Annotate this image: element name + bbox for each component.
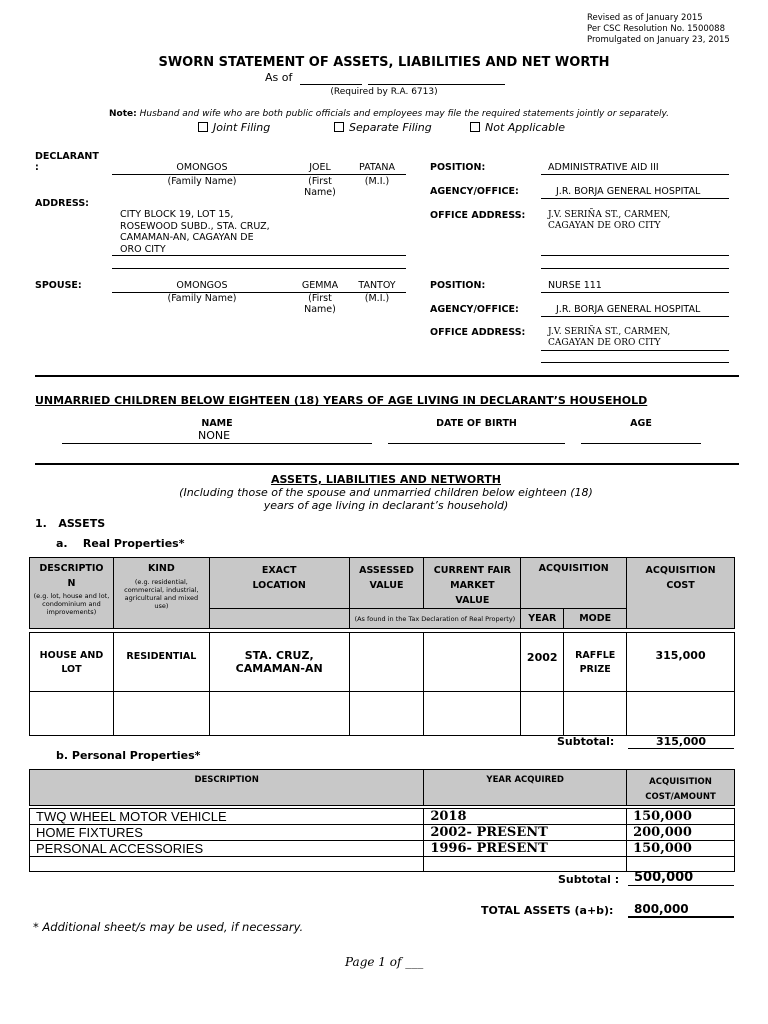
header-description bbox=[30, 558, 114, 629]
children-name-line bbox=[62, 443, 372, 444]
row-cell[interactable] bbox=[627, 692, 735, 736]
row-year[interactable]: 2002- PRESENT bbox=[424, 825, 627, 841]
row-cell[interactable] bbox=[30, 692, 114, 736]
row-description[interactable]: PERSONAL ACCESSORIES bbox=[30, 841, 424, 857]
personal-properties-heading: b. Personal Properties* bbox=[56, 749, 201, 762]
total-assets: 800,000 bbox=[634, 902, 689, 916]
children-dob-label: DATE OF BIRTH bbox=[436, 418, 517, 429]
additional-note: * Additional sheet/s may be used, if necessary. bbox=[33, 920, 304, 934]
row-cell[interactable] bbox=[424, 857, 627, 872]
row-cell[interactable] bbox=[521, 692, 564, 736]
row-cell[interactable] bbox=[349, 692, 424, 736]
header-line: LOCATION bbox=[252, 580, 306, 591]
table-row bbox=[30, 809, 735, 825]
table-row bbox=[30, 692, 735, 736]
declarant-position: ADMINISTRATIVE AID III bbox=[548, 162, 659, 173]
row-cell[interactable] bbox=[424, 692, 521, 736]
real-subtotal: 315,000 bbox=[655, 735, 707, 748]
first-caption bbox=[295, 176, 345, 198]
note-label: Note: bbox=[109, 109, 137, 119]
row-description[interactable]: HOME FIXTURES bbox=[30, 825, 424, 841]
checkbox-icon[interactable] bbox=[198, 122, 208, 132]
declarant-family-name: OMONGOS bbox=[176, 162, 228, 173]
caption-line: (First bbox=[308, 293, 332, 304]
children-age-line bbox=[581, 443, 701, 444]
header-kind bbox=[113, 558, 209, 629]
office-address-label: OFFICE ADDRESS: bbox=[430, 327, 526, 338]
header-line: COST bbox=[666, 580, 695, 591]
header-line: ASSESSED bbox=[359, 565, 414, 576]
option-label: Not Applicable bbox=[485, 121, 565, 134]
mi-caption: (M.I.) bbox=[364, 176, 390, 187]
row-year[interactable]: 1996- PRESENT bbox=[424, 841, 627, 857]
option-not-applicable[interactable] bbox=[470, 121, 565, 134]
row-cost[interactable]: 150,000 bbox=[627, 809, 735, 825]
checkbox-icon[interactable] bbox=[334, 122, 344, 132]
address-label: ADDRESS: bbox=[35, 198, 89, 209]
caption-line: Name) bbox=[304, 187, 336, 198]
row-assessed[interactable] bbox=[349, 633, 424, 692]
declarant-first-name: JOEL bbox=[309, 162, 331, 173]
header-line: MARKET bbox=[450, 580, 495, 591]
declarant-name-line bbox=[112, 174, 406, 175]
row-year[interactable]: 2002 bbox=[521, 633, 564, 692]
spouse-mi: TANTOY bbox=[358, 280, 396, 291]
row-kind[interactable]: RESIDENTIAL bbox=[113, 633, 209, 692]
row-location[interactable] bbox=[209, 633, 349, 692]
cell-line: LOT bbox=[61, 663, 82, 675]
caption-line: Name) bbox=[304, 304, 336, 315]
office-line: J.V. SERIÑA ST., CARMEN, bbox=[548, 210, 671, 220]
children-age-label: AGE bbox=[630, 418, 652, 429]
address-line-rule bbox=[112, 255, 406, 256]
header-note: (e.g. residential, commercial, industrial, agricultural and mixed use) bbox=[124, 578, 199, 610]
assets-heading: 1. ASSETS bbox=[35, 517, 106, 530]
header-note: (e.g. lot, house and lot, condominium and improvements) bbox=[33, 592, 110, 616]
address-line: CITY BLOCK 19, LOT 15, bbox=[120, 209, 234, 220]
spouse-office-address bbox=[548, 327, 670, 349]
agency-label: AGENCY/OFFICE: bbox=[430, 186, 519, 197]
spouse-position: NURSE 111 bbox=[548, 280, 602, 291]
agency-line bbox=[541, 316, 729, 317]
header-assessed bbox=[349, 558, 424, 609]
position-label: POSITION: bbox=[430, 162, 486, 173]
header-line: COST/AMOUNT bbox=[645, 792, 716, 802]
total-assets-label: TOTAL ASSETS (a+b): bbox=[481, 904, 614, 917]
row-cell[interactable] bbox=[564, 692, 627, 736]
row-cell[interactable] bbox=[113, 692, 209, 736]
agency-line bbox=[541, 198, 729, 199]
real-subtotal-line bbox=[628, 748, 734, 749]
checkbox-icon[interactable] bbox=[470, 122, 480, 132]
address-line: CAMAMAN-AN, CAGAYAN DE bbox=[120, 232, 254, 243]
office-line-rule bbox=[541, 362, 729, 363]
required-by: (Required by R.A. 6713) bbox=[330, 87, 438, 97]
office-line: J.V. SERIÑA ST., CARMEN, bbox=[548, 327, 671, 337]
header-line: VALUE bbox=[369, 580, 404, 591]
cell-line: STA. CRUZ, bbox=[244, 649, 314, 662]
office-line: CAGAYAN DE ORO CITY bbox=[548, 338, 661, 348]
row-cost[interactable]: 150,000 bbox=[627, 841, 735, 857]
office-line-rule bbox=[541, 255, 729, 256]
header-line: VALUE bbox=[455, 595, 490, 606]
declarant-office-address bbox=[548, 210, 670, 232]
table-row bbox=[30, 841, 735, 857]
table-row bbox=[30, 825, 735, 841]
header-line: KIND bbox=[148, 563, 175, 574]
header-line: EXACT bbox=[261, 565, 297, 576]
header-location bbox=[209, 558, 349, 609]
spouse-family-name: OMONGOS bbox=[176, 280, 228, 291]
table-row bbox=[30, 857, 735, 872]
alnw-sub-line: (Including those of the spouse and unmarried children below eighteen (18) bbox=[179, 486, 593, 499]
cell-line: RAFFLE bbox=[575, 649, 616, 661]
real-properties-table bbox=[29, 557, 735, 736]
row-description[interactable] bbox=[30, 633, 114, 692]
row-cell[interactable] bbox=[30, 857, 424, 872]
row-description[interactable]: TWQ WHEEL MOTOR VEHICLE bbox=[30, 809, 424, 825]
cell-line: HOUSE AND bbox=[39, 649, 104, 661]
real-properties-heading: a. Real Properties* bbox=[56, 537, 185, 550]
revision-line: Promulgated on January 23, 2015 bbox=[587, 35, 730, 45]
row-cost[interactable]: 200,000 bbox=[627, 825, 735, 841]
office-line: CAGAYAN DE ORO CITY bbox=[548, 221, 661, 231]
declarant-label: DECLARANT bbox=[35, 151, 99, 162]
spouse-agency: J.R. BORJA GENERAL HOSPITAL bbox=[556, 304, 701, 315]
note bbox=[0, 109, 768, 119]
option-joint[interactable] bbox=[198, 121, 270, 134]
header-line: ACQUISITION bbox=[645, 565, 716, 576]
family-caption: (Family Name) bbox=[167, 293, 237, 304]
children-heading: UNMARRIED CHILDREN BELOW EIGHTEEN (18) YEARS OF AGE LIVING IN DECLARANT’S HOUSEHOLD bbox=[35, 394, 648, 407]
address-line: ROSEWOOD SUBD., STA. CRUZ, bbox=[120, 220, 270, 232]
total-assets-line bbox=[628, 916, 734, 918]
cell-line: PRIZE bbox=[579, 663, 611, 675]
header-tax-note: (As found in the Tax Declaration of Real Property) bbox=[349, 609, 521, 629]
note-text: Husband and wife who are both public officials and employees may file the required statements jointly or separately. bbox=[139, 109, 669, 119]
header-line: CURRENT FAIR bbox=[433, 565, 511, 576]
header-cost bbox=[627, 558, 735, 629]
revision-info bbox=[587, 13, 730, 46]
option-label: Joint Filing bbox=[213, 121, 271, 134]
header-line: N bbox=[67, 578, 76, 589]
caption-line: (First bbox=[308, 176, 332, 187]
declarant-address bbox=[120, 209, 270, 255]
page-number: Page 1 of ___ bbox=[345, 955, 424, 969]
header-mode: MODE bbox=[564, 609, 627, 629]
header-acquisition: ACQUISITION bbox=[521, 558, 627, 609]
revision-line: Revised as of January 2015 bbox=[587, 13, 703, 23]
as-of-label: As of bbox=[265, 71, 293, 84]
row-fair-value[interactable] bbox=[424, 633, 521, 692]
position-line bbox=[541, 292, 729, 293]
row-mode[interactable] bbox=[564, 633, 627, 692]
header-year-acquired: YEAR ACQUIRED bbox=[424, 770, 627, 806]
header-line: DESCRIPTIO bbox=[39, 563, 104, 574]
alnw-subheading bbox=[0, 486, 768, 512]
section-divider bbox=[35, 463, 739, 465]
personal-properties-table bbox=[29, 769, 735, 872]
header-description: DESCRIPTION bbox=[30, 770, 424, 806]
revision-line: Per CSC Resolution No. 1500088 bbox=[587, 24, 726, 34]
row-cost[interactable]: 315,000 bbox=[627, 633, 735, 692]
office-address-label: OFFICE ADDRESS: bbox=[430, 210, 526, 221]
declarant-mi: PATANA bbox=[358, 162, 396, 173]
office-line-rule bbox=[541, 268, 729, 269]
spouse-first-name: GEMMA bbox=[301, 280, 339, 291]
table-row bbox=[30, 633, 735, 692]
option-label: Separate Filing bbox=[349, 121, 432, 134]
address-line-rule bbox=[112, 268, 406, 269]
first-caption bbox=[295, 293, 345, 315]
children-name-label: NAME bbox=[201, 418, 233, 429]
page-title: SWORN STATEMENT OF ASSETS, LIABILITIES AND NET WORTH bbox=[158, 55, 610, 70]
children-name-value: NONE bbox=[198, 429, 231, 442]
declarant-colon: : bbox=[35, 162, 39, 173]
header-cost-amount bbox=[627, 770, 735, 806]
option-separate[interactable] bbox=[334, 121, 432, 134]
as-of-year-line[interactable] bbox=[368, 84, 505, 85]
agency-label: AGENCY/OFFICE: bbox=[430, 304, 519, 315]
family-caption: (Family Name) bbox=[167, 176, 237, 187]
cell-line: CAMAMAN-AN bbox=[235, 662, 323, 675]
row-year[interactable]: 2018 bbox=[424, 809, 627, 825]
section-divider bbox=[35, 375, 739, 377]
declarant-agency: J.R. BORJA GENERAL HOSPITAL bbox=[556, 186, 701, 197]
header-year: YEAR bbox=[521, 609, 564, 629]
row-cell[interactable] bbox=[209, 692, 349, 736]
header-location-blank bbox=[209, 609, 349, 629]
alnw-heading: ASSETS, LIABILITIES AND NETWORTH bbox=[271, 473, 501, 486]
spouse-label: SPOUSE: bbox=[35, 280, 82, 291]
children-dob-line bbox=[388, 443, 565, 444]
position-label: POSITION: bbox=[430, 280, 486, 291]
office-line-rule bbox=[541, 350, 729, 351]
position-line bbox=[541, 174, 729, 175]
personal-subtotal-label: Subtotal : bbox=[558, 873, 620, 886]
address-line: ORO CITY bbox=[120, 243, 166, 255]
header-fair-value bbox=[424, 558, 521, 609]
mi-caption: (M.I.) bbox=[364, 293, 390, 304]
personal-subtotal-line bbox=[628, 885, 734, 886]
alnw-sub-line: years of age living in declarant’s household) bbox=[263, 499, 509, 512]
real-subtotal-label: Subtotal: bbox=[557, 735, 615, 748]
as-of-date-line[interactable] bbox=[300, 84, 362, 85]
header-line: ACQUISITION bbox=[649, 777, 712, 787]
personal-subtotal: 500,000 bbox=[634, 870, 694, 885]
